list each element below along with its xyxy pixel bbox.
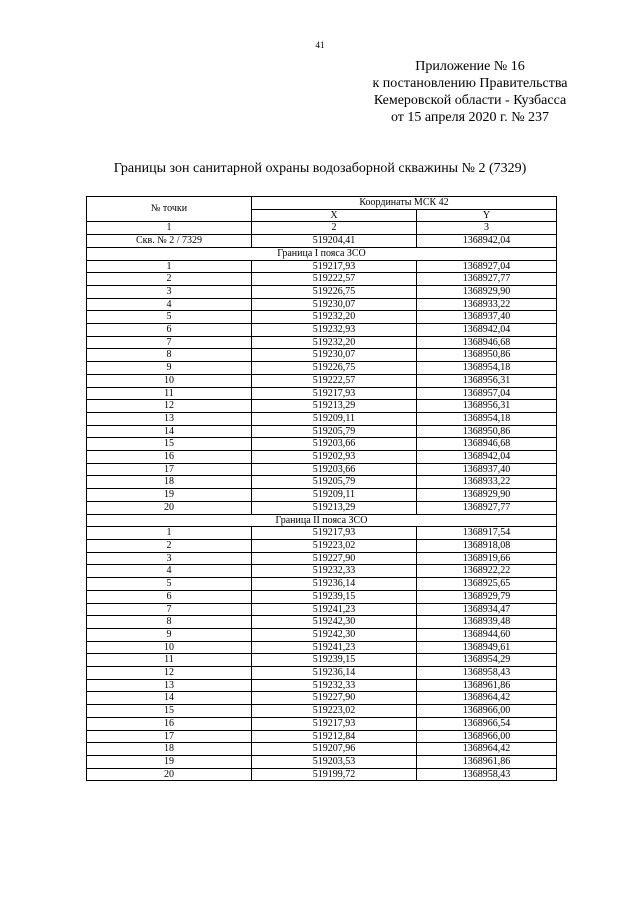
zone-1-point-number: 12 xyxy=(87,400,252,413)
zone-2-coord-y: 1368964,42 xyxy=(417,743,557,756)
zone-2-coord-x: 519239,15 xyxy=(252,654,417,667)
zone-1-coord-x: 519222,57 xyxy=(252,374,417,387)
zone-1-coord-y: 1368927,77 xyxy=(417,273,557,286)
zone-1-coord-x: 519232,20 xyxy=(252,336,417,349)
table-row xyxy=(87,285,557,298)
zone-1-coord-x: 519232,93 xyxy=(252,324,417,337)
table-row xyxy=(87,362,557,375)
table-row xyxy=(87,692,557,705)
zone-2-coord-x: 519232,33 xyxy=(252,679,417,692)
table-row xyxy=(87,717,557,730)
zone-2-coord-y: 1368966,00 xyxy=(417,705,557,718)
coordinates-table-body xyxy=(87,197,557,781)
table-row xyxy=(87,336,557,349)
table-row xyxy=(87,679,557,692)
zone-2-coord-y: 1368961,86 xyxy=(417,679,557,692)
zone-2-coord-y: 1368934,47 xyxy=(417,603,557,616)
zone-1-point-number: 1 xyxy=(87,260,252,273)
zone-2-coord-y: 1368961,86 xyxy=(417,755,557,768)
table-row xyxy=(87,387,557,400)
table-row xyxy=(87,552,557,565)
zone-1-coord-x: 519213,29 xyxy=(252,501,417,514)
zone-1-coord-y: 1368946,68 xyxy=(417,336,557,349)
zone-2-point-number: 13 xyxy=(87,679,252,692)
zone-1-coord-y: 1368929,90 xyxy=(417,285,557,298)
table-row xyxy=(87,324,557,337)
table-row xyxy=(87,260,557,273)
zone-1-point-number: 3 xyxy=(87,285,252,298)
table-row xyxy=(87,603,557,616)
zone-1-coord-x: 519226,75 xyxy=(252,285,417,298)
zone-1-coord-y: 1368950,86 xyxy=(417,349,557,362)
zone-1-point-number: 15 xyxy=(87,438,252,451)
table-row xyxy=(87,527,557,540)
zone-2-point-number: 10 xyxy=(87,641,252,654)
column-number: 2 xyxy=(252,222,417,235)
zone-2-point-number: 16 xyxy=(87,717,252,730)
zone-1-coord-y: 1368956,31 xyxy=(417,374,557,387)
zone-2-coord-x: 519236,14 xyxy=(252,667,417,680)
zone-2-point-number: 18 xyxy=(87,743,252,756)
appendix-header xyxy=(340,58,600,126)
zone-2-point-number: 11 xyxy=(87,654,252,667)
zone-1-point-number: 8 xyxy=(87,349,252,362)
zone-1-coord-y: 1368929,90 xyxy=(417,489,557,502)
zone-2-coord-x: 519199,72 xyxy=(252,768,417,781)
zone-2-coord-x: 519207,96 xyxy=(252,743,417,756)
zone-1-coord-y: 1368954,18 xyxy=(417,412,557,425)
column-number: 3 xyxy=(417,222,557,235)
zone-2-coord-y: 1368922,22 xyxy=(417,565,557,578)
zone-1-point-number: 2 xyxy=(87,273,252,286)
table-header-row xyxy=(87,197,557,210)
table-row xyxy=(87,590,557,603)
zone-2-coord-x: 519241,23 xyxy=(252,603,417,616)
zone-2-point-number: 17 xyxy=(87,730,252,743)
zone-2-coord-y: 1368944,60 xyxy=(417,628,557,641)
table-row xyxy=(87,273,557,286)
zone-1-coord-x: 519213,29 xyxy=(252,400,417,413)
column-number: 1 xyxy=(87,222,252,235)
table-row xyxy=(87,425,557,438)
zone-1-coord-x: 519226,75 xyxy=(252,362,417,375)
zone-1-coord-y: 1368950,86 xyxy=(417,425,557,438)
zone-2-coord-x: 519242,30 xyxy=(252,628,417,641)
zone-1-coord-x: 519205,79 xyxy=(252,476,417,489)
table-row xyxy=(87,501,557,514)
zone-2-coord-x: 519241,23 xyxy=(252,641,417,654)
zone-1-point-number: 5 xyxy=(87,311,252,324)
zone-2-point-number: 15 xyxy=(87,705,252,718)
well-row xyxy=(87,235,557,248)
column-number-row xyxy=(87,222,557,235)
zone-2-coord-y: 1368919,66 xyxy=(417,552,557,565)
zone-1-coord-x: 519202,93 xyxy=(252,451,417,464)
zone-1-point-number: 6 xyxy=(87,324,252,337)
well-name: Скв. № 2 / 7329 xyxy=(87,235,252,248)
zone-2-point-number: 5 xyxy=(87,578,252,591)
table-row xyxy=(87,565,557,578)
zone-2-coord-x: 519227,90 xyxy=(252,692,417,705)
table-row xyxy=(87,768,557,781)
zone-2-coord-y: 1368949,61 xyxy=(417,641,557,654)
header-point-number: № точки xyxy=(87,197,252,222)
zone-1-point-number: 20 xyxy=(87,501,252,514)
zone-1-coord-x: 519230,07 xyxy=(252,349,417,362)
well-x: 519204,41 xyxy=(252,235,417,248)
zone-2-coord-y: 1368925,65 xyxy=(417,578,557,591)
zone-1-coord-x: 519222,57 xyxy=(252,273,417,286)
zone-1-coord-x: 519205,79 xyxy=(252,425,417,438)
document-title: Границы зон санитарной охраны водозаборной скважины № 2 (7329) xyxy=(113,161,527,176)
zone-2-point-number: 4 xyxy=(87,565,252,578)
zone-1-label-row xyxy=(87,247,557,260)
zone-1-point-number: 4 xyxy=(87,298,252,311)
table-row xyxy=(87,476,557,489)
zone-1-point-number: 7 xyxy=(87,336,252,349)
zone-2-point-number: 14 xyxy=(87,692,252,705)
zone-1-point-number: 18 xyxy=(87,476,252,489)
zone-1-coord-y: 1368954,18 xyxy=(417,362,557,375)
header-y: Y xyxy=(417,209,557,222)
header-x: X xyxy=(252,209,417,222)
zone-2-point-number: 3 xyxy=(87,552,252,565)
table-row xyxy=(87,654,557,667)
zone-2-coord-x: 519242,30 xyxy=(252,616,417,629)
zone-1-coord-x: 519232,20 xyxy=(252,311,417,324)
appendix-line-2: к постановлению Правительства xyxy=(372,76,568,91)
zone-1-coord-y: 1368942,04 xyxy=(417,324,557,337)
table-row xyxy=(87,349,557,362)
zone-1-point-number: 10 xyxy=(87,374,252,387)
zone-1-coord-x: 519217,93 xyxy=(252,260,417,273)
zone-2-coord-y: 1368918,08 xyxy=(417,539,557,552)
table-row xyxy=(87,412,557,425)
zone-2-coord-x: 519217,93 xyxy=(252,717,417,730)
header-coordinates: Координаты МСК 42 xyxy=(252,197,557,210)
zone-2-coord-y: 1368958,43 xyxy=(417,768,557,781)
zone-2-point-number: 1 xyxy=(87,527,252,540)
zone-2-coord-x: 519227,90 xyxy=(252,552,417,565)
zone-1-point-number: 14 xyxy=(87,425,252,438)
table-row xyxy=(87,743,557,756)
zone-1-coord-y: 1368957,04 xyxy=(417,387,557,400)
table-row xyxy=(87,539,557,552)
table-row xyxy=(87,400,557,413)
table-row xyxy=(87,755,557,768)
zone-1-coord-y: 1368956,31 xyxy=(417,400,557,413)
zone-1-coord-y: 1368933,22 xyxy=(417,298,557,311)
appendix-line-4: от 15 апреля 2020 г. № 237 xyxy=(390,110,550,125)
zone-2-coord-x: 519217,93 xyxy=(252,527,417,540)
table-row xyxy=(87,438,557,451)
zone-2-coord-x: 519223,02 xyxy=(252,705,417,718)
zone-2-point-number: 20 xyxy=(87,768,252,781)
zone-1-coord-y: 1368933,22 xyxy=(417,476,557,489)
zone-1-coord-x: 519203,66 xyxy=(252,463,417,476)
zone-2-coord-x: 519212,84 xyxy=(252,730,417,743)
table-row xyxy=(87,628,557,641)
zone-2-coord-y: 1368917,54 xyxy=(417,527,557,540)
appendix-line-3: Кемеровской области - Кузбасса xyxy=(373,93,567,108)
table-row xyxy=(87,641,557,654)
zone-2-coord-x: 519239,15 xyxy=(252,590,417,603)
well-y: 1368942,04 xyxy=(417,235,557,248)
zone-1-coord-y: 1368946,68 xyxy=(417,438,557,451)
zone-2-point-number: 6 xyxy=(87,590,252,603)
zone-2-point-number: 8 xyxy=(87,616,252,629)
zone-1-coord-y: 1368937,40 xyxy=(417,311,557,324)
zone-1-point-number: 17 xyxy=(87,463,252,476)
zone-2-coord-x: 519232,33 xyxy=(252,565,417,578)
zone-1-point-number: 19 xyxy=(87,489,252,502)
zone-1-point-number: 11 xyxy=(87,387,252,400)
appendix-line-1: Приложение № 16 xyxy=(415,59,525,74)
table-row xyxy=(87,616,557,629)
zone-1-coord-x: 519203,66 xyxy=(252,438,417,451)
table-row xyxy=(87,374,557,387)
zone-2-label-row xyxy=(87,514,557,527)
zone-2-coord-y: 1368966,00 xyxy=(417,730,557,743)
zone-2-point-number: 7 xyxy=(87,603,252,616)
zone-2-label: Граница II пояса ЗСО xyxy=(87,514,557,527)
page-number: 41 xyxy=(315,40,325,50)
table-row xyxy=(87,298,557,311)
zone-2-coord-x: 519236,14 xyxy=(252,578,417,591)
zone-1-coord-x: 519209,11 xyxy=(252,489,417,502)
zone-1-coord-x: 519230,07 xyxy=(252,298,417,311)
zone-1-point-number: 13 xyxy=(87,412,252,425)
table-row xyxy=(87,730,557,743)
zone-2-coord-y: 1368964,42 xyxy=(417,692,557,705)
zone-2-coord-y: 1368954,29 xyxy=(417,654,557,667)
zone-2-coord-x: 519203,53 xyxy=(252,755,417,768)
zone-2-point-number: 2 xyxy=(87,539,252,552)
zone-1-coord-x: 519209,11 xyxy=(252,412,417,425)
zone-1-coord-y: 1368937,40 xyxy=(417,463,557,476)
zone-2-point-number: 12 xyxy=(87,667,252,680)
zone-2-coord-y: 1368929,79 xyxy=(417,590,557,603)
table-row xyxy=(87,578,557,591)
table-row xyxy=(87,463,557,476)
zone-1-point-number: 9 xyxy=(87,362,252,375)
zone-1-coord-y: 1368927,04 xyxy=(417,260,557,273)
zone-1-coord-x: 519217,93 xyxy=(252,387,417,400)
zone-2-coord-x: 519223,02 xyxy=(252,539,417,552)
zone-2-point-number: 19 xyxy=(87,755,252,768)
table-row xyxy=(87,489,557,502)
zone-2-coord-y: 1368958,43 xyxy=(417,667,557,680)
table-row xyxy=(87,311,557,324)
zone-1-coord-y: 1368927,77 xyxy=(417,501,557,514)
zone-2-point-number: 9 xyxy=(87,628,252,641)
zone-1-point-number: 16 xyxy=(87,451,252,464)
zone-1-label: Граница I пояса ЗСО xyxy=(87,247,557,260)
table-row xyxy=(87,667,557,680)
zone-1-coord-y: 1368942,04 xyxy=(417,451,557,464)
table-row xyxy=(87,705,557,718)
zone-2-coord-y: 1368966,54 xyxy=(417,717,557,730)
table-row xyxy=(87,451,557,464)
coordinates-table xyxy=(86,196,557,781)
zone-2-coord-y: 1368939,48 xyxy=(417,616,557,629)
